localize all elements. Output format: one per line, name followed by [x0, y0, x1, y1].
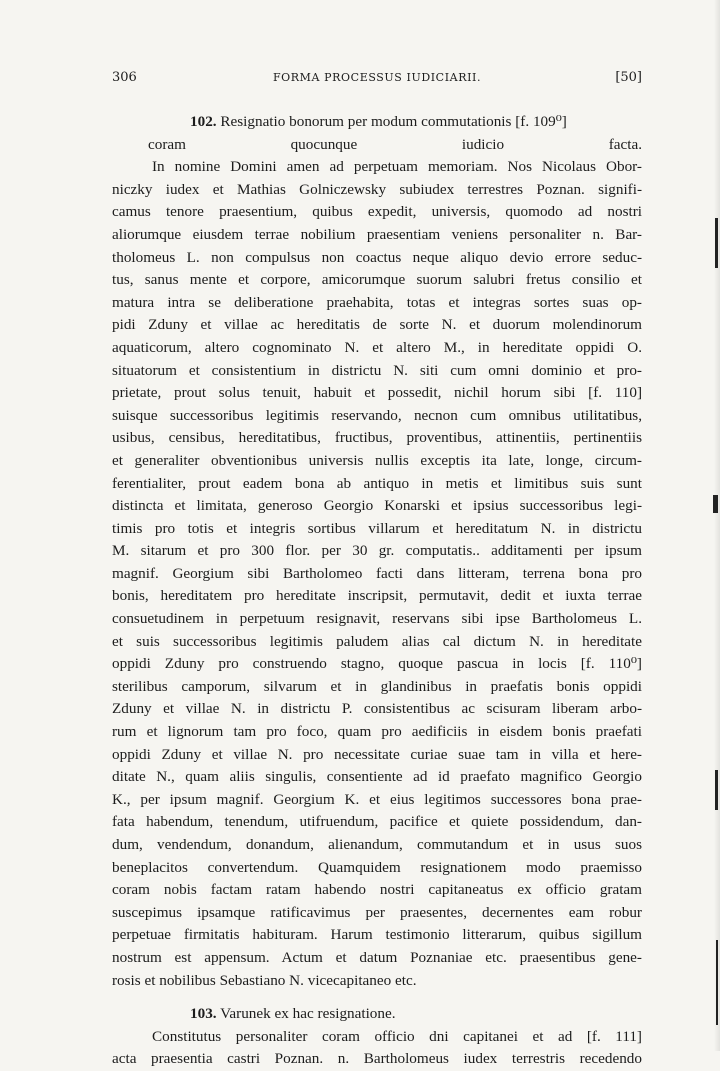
line-text: pidi Zduny et villae ac hereditatis de sorte N. et duorum molendinorum	[112, 316, 642, 334]
line-text: rosis et nobilibus Sebastiano N. vicecapitaneo etc.	[112, 971, 417, 989]
section-number: [50]	[615, 70, 642, 85]
line-text: prietate, prout solus tenuit, habuit et possedit, nichil horum sibi [f. 110]	[112, 384, 642, 402]
text-line	[112, 585, 642, 608]
line-text: coram nobis factam ratam habendo nostri capitaneatus ex officio gratam	[112, 881, 642, 899]
section-number-label: 102.	[190, 113, 217, 130]
section-heading	[112, 111, 642, 134]
text-line	[112, 653, 642, 676]
line-text: ditate N., quam aliis singulis, consentiente ad id praefato magnifico Georgio	[112, 768, 642, 786]
line-text: consuetudinem in perpetuum resignavit, reservans sibi ipse Bartholomeus L.	[112, 610, 642, 628]
line-text: Zduny et villae N. in districtu P. consistentibus ac scisuram liberam arbo-	[112, 700, 642, 718]
text-line	[112, 834, 642, 857]
line-text: matura intra se deliberatione praehabita, totas et integras sortes suas op-	[112, 293, 642, 311]
line-text: bonis, hereditatem pro hereditate inscripsit, permutavit, dedit et iuxta terrae	[112, 587, 642, 605]
scan-edge	[714, 0, 720, 1051]
text-line	[112, 811, 642, 834]
text-line	[112, 360, 642, 383]
line-text: oppidi Zduny et villae N. pro necessitate curiae suae tam in villa et here-	[112, 745, 642, 763]
line-text: situatorum et consistentium in districtu N. siti cum omni dominio et pro-	[112, 361, 642, 379]
line-text: aquaticorum, altero cognominato N. et altero M., in hereditate oppidi O.	[112, 338, 642, 356]
line-text: et suis successoribus legitimis paludem alias cal dictum N. in hereditate	[112, 632, 642, 650]
line-text: timis pro totis et integris sortibus villarum et hereditatum N. in districtu	[112, 519, 642, 537]
text-line	[112, 857, 642, 880]
line-text: oppidi Zduny pro construendo stagno, quoque pascua in locis [f. 110⁰]	[112, 655, 642, 673]
text-line	[112, 631, 642, 654]
line-text: coram quocunque iudicio facta.	[148, 135, 642, 153]
line-text: distincta et limitata, generoso Georgio Konarski et ipsius successoribus legi-	[112, 497, 642, 515]
line-text: sterilibus camporum, silvarum et in glandinibus in praefatis bonis oppidi	[112, 677, 642, 695]
line-text: ferentialiter, prout eadem bona ab antiquo in metis et limitibus suis sunt	[112, 474, 642, 492]
text-line	[112, 608, 642, 631]
text-line	[112, 247, 642, 270]
text-line	[112, 134, 642, 157]
section-number-label: 103.	[190, 1005, 217, 1023]
line-text: aliorumque eiusdem terrae nobilium praesentiam veniens personaliter n. Bar-	[112, 225, 642, 243]
line-text: In nomine Domini amen ad perpetuam memoriam. Nos Nicolaus Obor-	[152, 158, 642, 176]
line-text: dum, vendendum, donandum, alienandum, commutandum et in usus suos	[112, 836, 642, 853]
line-text: M. sitarum et pro 300 flor. per 30 gr. computatis.. additamenti per ipsum	[112, 542, 642, 560]
line-text: rum et lignorum tam pro foco, quam pro aedificiis in eisdem bonis praefati	[112, 723, 642, 741]
spacer	[112, 992, 642, 1003]
body-text	[112, 111, 642, 1071]
line-text: et generaliter obventionibus universis nullis exceptis ita late, longe, circum-	[112, 451, 642, 469]
text-line	[112, 744, 642, 767]
line-text: nostrum est appensum. Actum et datum Poznaniae etc. praesentibus gene-	[112, 948, 642, 966]
text-line	[112, 382, 642, 405]
margin-mark	[716, 940, 718, 1025]
running-title: FORMA PROCESSUS IUDICIARII.	[272, 71, 482, 84]
line-text: K., per ipsum magnif. Georgium K. et eius legitimos successores bona prae-	[112, 790, 642, 808]
margin-mark	[715, 218, 718, 268]
line-text: suisque successoribus legitimis reservando, necnon cum omnibus utilitatibus,	[112, 406, 642, 424]
line-text: niczky iudex et Mathias Golniczewsky subiudex terrestres Poznan. signifi-	[112, 180, 642, 198]
line-text: tus, sanus mente et corpore, amicorumque suorum salubri fretus consilio et	[112, 271, 642, 289]
text-line	[112, 947, 642, 970]
text-line	[112, 766, 642, 789]
line-text: tholomeus L. non compulsus non coactus neque aliquo devio errore seduc-	[112, 248, 642, 266]
text-line	[112, 427, 642, 450]
text-line	[112, 201, 642, 224]
line-text: fata habendum, tenendum, utifruendum, pacifice et quiete possidendum, dan-	[112, 813, 642, 831]
line-text: perpetuae firmitatis habituram. Harum testimonio litterarum, quibus sigillum	[112, 926, 642, 944]
page-number: 306	[112, 70, 137, 85]
line-text: usibus, censibus, hereditatibus, fructibus, proventibus, attinentiis, pertinentiis	[112, 429, 642, 447]
text-line	[112, 405, 642, 428]
line-text: camus tenore praesentium, quibus expedit, universis, quomodo ad nostri	[112, 203, 642, 221]
running-header	[112, 70, 642, 92]
margin-mark	[715, 770, 718, 810]
line-text: acta praesentia castri Poznan. n. Bartholomeus iudex terrestris recedendo	[112, 1050, 642, 1068]
margin-mark	[713, 495, 718, 513]
text-line	[112, 337, 642, 360]
text-line	[112, 563, 642, 586]
line-text: suscepimus ipsamque ratificavimus per praesentes, decernentes eam robur	[112, 903, 642, 921]
line-text: magnif. Georgium sibi Bartholomeo facti dans litteram, terrena bona pro	[112, 564, 642, 582]
text-line	[112, 1026, 642, 1049]
line-text: Constitutus personaliter coram officio dni capitanei et ad [f. 111]	[152, 1027, 642, 1045]
text-line	[112, 902, 642, 925]
text-line	[112, 676, 642, 699]
text-line	[112, 450, 642, 473]
text-line	[112, 789, 642, 812]
text-line	[112, 879, 642, 902]
text-line	[112, 924, 642, 947]
text-line	[112, 495, 642, 518]
text-line	[112, 698, 642, 721]
text-line	[112, 269, 642, 292]
line-text: Varunek ex hac resignatione.	[220, 1005, 396, 1023]
text-line	[112, 970, 642, 993]
section-heading	[112, 1003, 642, 1026]
text-line	[112, 518, 642, 541]
text-line	[112, 721, 642, 744]
text-line	[112, 540, 642, 563]
text-line	[112, 179, 642, 202]
line-text: Resignatio bonorum per modum commutationis [f. 109⁰]	[220, 113, 567, 130]
text-line	[112, 314, 642, 337]
text-line	[112, 1048, 642, 1071]
line-text: beneplacitos convertendum. Quamquidem resignationem modo praemisso	[112, 858, 642, 876]
text-line	[112, 156, 642, 179]
text-line	[112, 292, 642, 315]
text-line	[112, 224, 642, 247]
text-line	[112, 473, 642, 496]
